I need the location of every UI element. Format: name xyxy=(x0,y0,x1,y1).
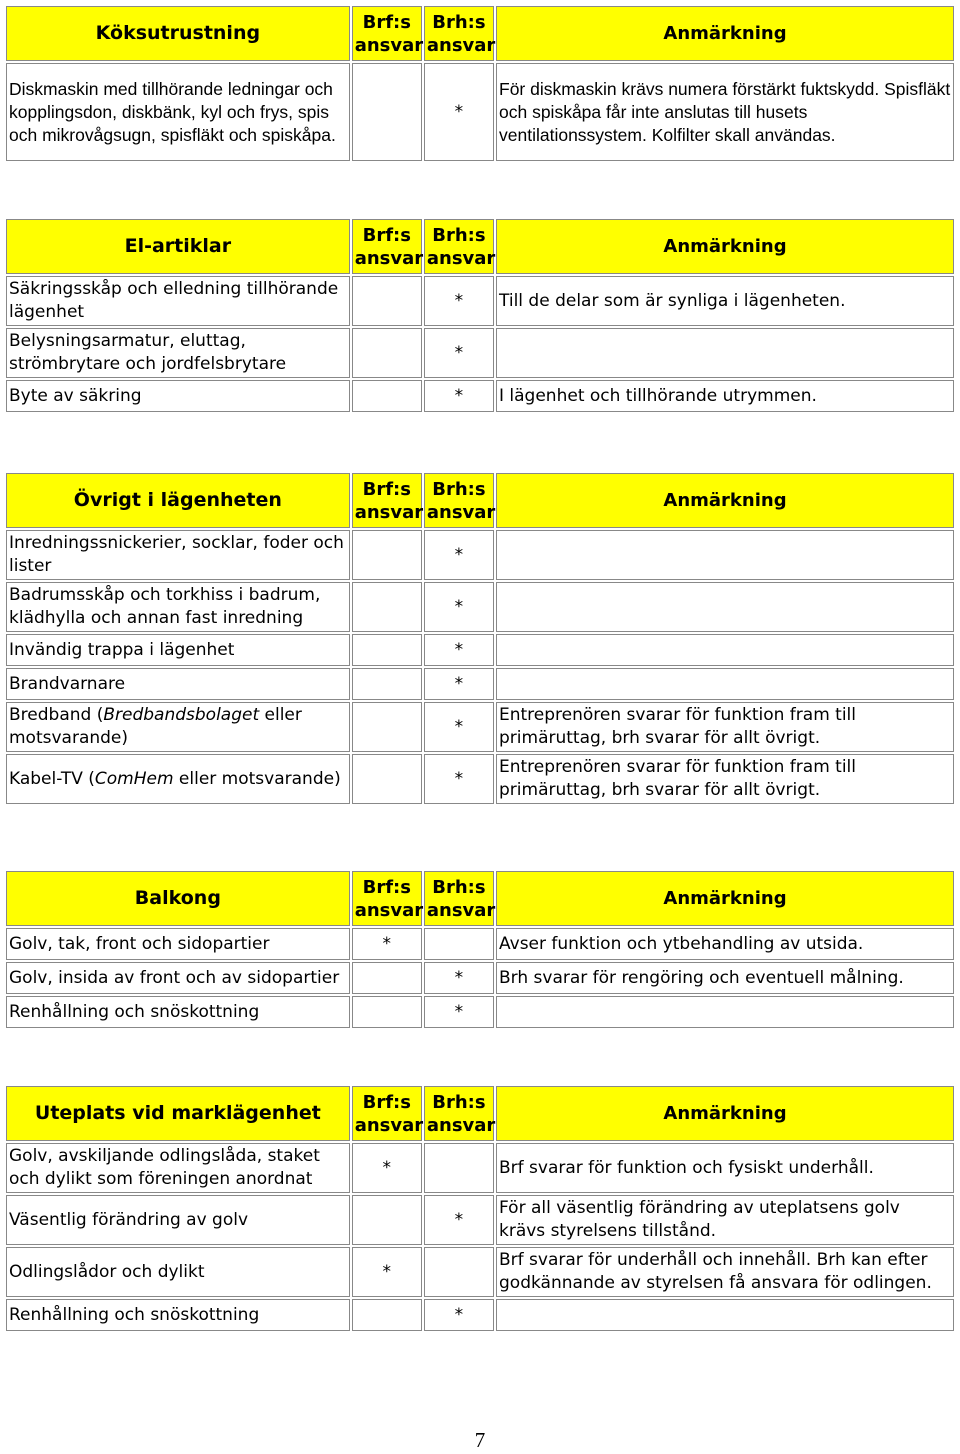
brf-cell xyxy=(352,668,422,700)
item-cell: Renhållning och snöskottning xyxy=(6,996,350,1028)
brf-header: Brf:s ansvar xyxy=(352,6,422,61)
item-cell: Belysningsarmatur, eluttag, strömbrytare och jordfelsbrytare xyxy=(6,328,350,378)
brh-cell: * xyxy=(424,1299,494,1331)
item-cell: Golv, avskiljande odlingslåda, staket och dylikt som föreningen anordnat xyxy=(6,1143,350,1193)
note-cell xyxy=(496,1299,954,1331)
electrical-table xyxy=(4,217,956,414)
brh-cell xyxy=(424,928,494,960)
note-cell: Brf svarar för funktion och fysiskt underhåll. xyxy=(496,1143,954,1193)
note-cell: I lägenhet och tillhörande utrymmen. xyxy=(496,380,954,412)
item-cell: Säkringsskåp och elledning tillhörande lägenhet xyxy=(6,276,350,326)
note-cell: Brh svarar för rengöring och eventuell målning. xyxy=(496,962,954,994)
note-cell: Entreprenören svarar för funktion fram till primäruttag, brh svarar för allt övrigt. xyxy=(496,702,954,752)
item-cell: Renhållning och snöskottning xyxy=(6,1299,350,1331)
kitchen-table xyxy=(4,4,956,163)
brh-cell: * xyxy=(424,702,494,752)
brf-cell xyxy=(352,1195,422,1245)
brh-cell: * xyxy=(424,530,494,580)
brh-cell: * xyxy=(424,380,494,412)
table-row xyxy=(6,63,954,161)
page-number: 7 xyxy=(474,1428,486,1452)
brh-cell: * xyxy=(424,668,494,700)
brf-cell xyxy=(352,63,422,161)
brh-header: Brh:s ansvar xyxy=(424,6,494,61)
note-cell xyxy=(496,328,954,378)
item-cell: Odlingslådor och dylikt xyxy=(6,1247,350,1297)
brh-cell: * xyxy=(424,582,494,632)
brh-cell: * xyxy=(424,328,494,378)
brf-cell xyxy=(352,996,422,1028)
brf-cell: * xyxy=(352,1247,422,1297)
note-header: Anmärkning xyxy=(496,6,954,61)
section-title: El-artiklar xyxy=(6,219,350,274)
item-cell: Golv, tak, front och sidopartier xyxy=(6,928,350,960)
brf-cell: * xyxy=(352,928,422,960)
brh-header: Brh:s ansvar xyxy=(424,1086,494,1141)
brh-header: Brh:s ansvar xyxy=(424,219,494,274)
section-title: Övrigt i lägenheten xyxy=(6,473,350,528)
brf-cell xyxy=(352,582,422,632)
note-cell: För diskmaskin krävs numera förstärkt fuktskydd. Spisfläkt och spiskåpa får inte anslutas till husets ventilationssystem. Kolfilter skall användas. xyxy=(496,63,954,161)
table-row xyxy=(6,582,954,632)
brf-header: Brf:s ansvar xyxy=(352,1086,422,1141)
note-cell xyxy=(496,582,954,632)
note-cell xyxy=(496,668,954,700)
note-header: Anmärkning xyxy=(496,871,954,926)
brf-cell xyxy=(352,962,422,994)
table-row xyxy=(6,1247,954,1297)
note-cell xyxy=(496,996,954,1028)
table-row xyxy=(6,1299,954,1331)
brh-cell xyxy=(424,1247,494,1297)
brf-cell xyxy=(352,1299,422,1331)
note-cell xyxy=(496,634,954,666)
item-cell: Diskmaskin med tillhörande ledningar och kopplingsdon, diskbänk, kyl och frys, spis och mikrovågsugn, spisfläkt och spiskåpa. xyxy=(6,63,350,161)
table-row xyxy=(6,754,954,804)
brh-cell: * xyxy=(424,754,494,804)
item-cell: Kabel-TV (ComHem eller motsvarande) xyxy=(6,754,350,804)
table-row xyxy=(6,276,954,326)
brf-header: Brf:s ansvar xyxy=(352,219,422,274)
note-cell: Till de delar som är synliga i lägenheten. xyxy=(496,276,954,326)
brh-cell: * xyxy=(424,962,494,994)
note-header: Anmärkning xyxy=(496,219,954,274)
item-cell: Inredningssnickerier, socklar, foder och lister xyxy=(6,530,350,580)
table-row xyxy=(6,634,954,666)
table-row xyxy=(6,996,954,1028)
section-title: Uteplats vid marklägenhet xyxy=(6,1086,350,1141)
note-cell: Brf svarar för underhåll och innehåll. Brh kan efter godkännande av styrelsen få ansvara för odlingen. xyxy=(496,1247,954,1297)
brh-cell xyxy=(424,1143,494,1193)
brh-cell: * xyxy=(424,634,494,666)
table-row xyxy=(6,962,954,994)
item-cell: Badrumsskåp och torkhiss i badrum, klädhylla och annan fast inredning xyxy=(6,582,350,632)
item-cell: Väsentlig förändring av golv xyxy=(6,1195,350,1245)
item-cell: Byte av säkring xyxy=(6,380,350,412)
brh-cell: * xyxy=(424,996,494,1028)
table-row xyxy=(6,328,954,378)
brf-cell xyxy=(352,634,422,666)
table-row xyxy=(6,702,954,752)
note-cell: Entreprenören svarar för funktion fram till primäruttag, brh svarar för allt övrigt. xyxy=(496,754,954,804)
table-row xyxy=(6,668,954,700)
table-row xyxy=(6,1195,954,1245)
section-title: Köksutrustning xyxy=(6,6,350,61)
brh-header: Brh:s ansvar xyxy=(424,473,494,528)
other-table xyxy=(4,471,956,806)
balcony-table xyxy=(4,869,956,1030)
brf-cell xyxy=(352,702,422,752)
item-cell: Bredband (Bredbandsbolaget eller motsvarande) xyxy=(6,702,350,752)
brh-header: Brh:s ansvar xyxy=(424,871,494,926)
brf-cell xyxy=(352,530,422,580)
brf-cell xyxy=(352,276,422,326)
note-cell: För all väsentlig förändring av uteplatsens golv krävs styrelsens tillstånd. xyxy=(496,1195,954,1245)
brf-header: Brf:s ansvar xyxy=(352,473,422,528)
table-row xyxy=(6,530,954,580)
brh-cell: * xyxy=(424,1195,494,1245)
table-row xyxy=(6,380,954,412)
note-header: Anmärkning xyxy=(496,1086,954,1141)
note-cell xyxy=(496,530,954,580)
table-row xyxy=(6,928,954,960)
patio-table xyxy=(4,1084,956,1333)
brf-cell: * xyxy=(352,1143,422,1193)
note-header: Anmärkning xyxy=(496,473,954,528)
item-cell: Brandvarnare xyxy=(6,668,350,700)
brh-cell: * xyxy=(424,63,494,161)
brf-cell xyxy=(352,380,422,412)
brf-cell xyxy=(352,754,422,804)
brh-cell: * xyxy=(424,276,494,326)
item-cell: Invändig trappa i lägenhet xyxy=(6,634,350,666)
section-title: Balkong xyxy=(6,871,350,926)
item-cell: Golv, insida av front och av sidopartier xyxy=(6,962,350,994)
brf-header: Brf:s ansvar xyxy=(352,871,422,926)
note-cell: Avser funktion och ytbehandling av utsida. xyxy=(496,928,954,960)
brf-cell xyxy=(352,328,422,378)
table-row xyxy=(6,1143,954,1193)
